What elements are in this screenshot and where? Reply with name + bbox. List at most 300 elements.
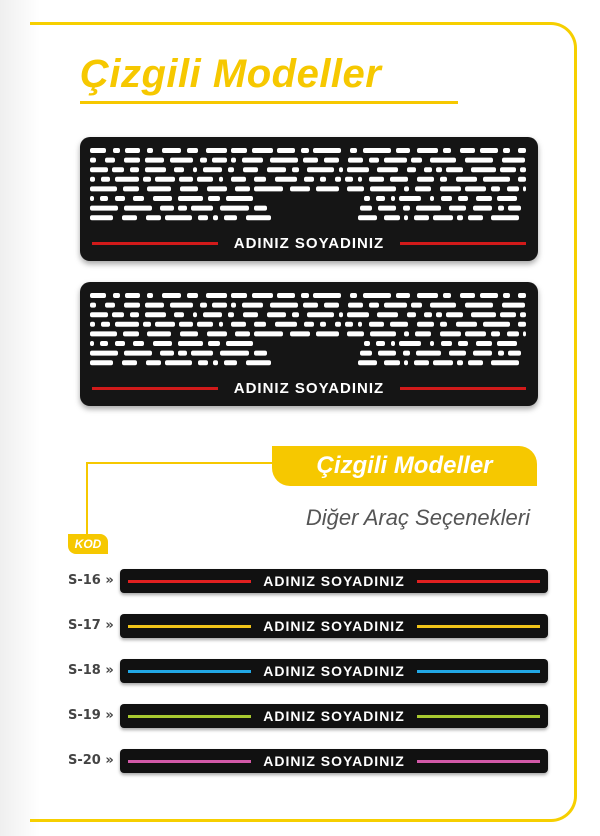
- cutout-slot: [360, 206, 372, 211]
- cutout-slot: [523, 186, 526, 191]
- cutout-slot: [363, 293, 391, 298]
- cutout-slot: [277, 293, 295, 298]
- cutout-slot: [399, 341, 421, 346]
- cutout-slot: [193, 312, 197, 317]
- connector-line-horizontal: [86, 462, 278, 464]
- cutout-slot: [446, 167, 463, 172]
- cutout-slot: [483, 177, 510, 182]
- cutout-slot: [460, 293, 475, 298]
- variant-code: S-20 »: [68, 753, 114, 768]
- cutout-slot: [220, 206, 249, 211]
- cutout-slot: [520, 167, 526, 172]
- cutout-slot: [187, 293, 198, 298]
- cutout-slot: [220, 351, 249, 356]
- page-title: Çizgili Modeller: [80, 52, 382, 96]
- cutout-slot: [476, 341, 492, 346]
- cutout-slot: [231, 293, 247, 298]
- cutout-slot: [90, 186, 117, 191]
- cutout-slot: [193, 167, 197, 172]
- cutout-slot: [465, 331, 486, 336]
- cutout-slot: [90, 206, 118, 211]
- cutout-slot: [292, 167, 299, 172]
- cutout-slot: [465, 186, 486, 191]
- stripe-line-right: [400, 242, 526, 245]
- cutout-slot: [369, 177, 384, 182]
- cutout-slot: [411, 303, 422, 308]
- cutout-slot: [226, 341, 253, 346]
- cutout-slot: [178, 351, 187, 356]
- cutout-slot: [301, 148, 309, 153]
- cutout-slot: [500, 312, 516, 317]
- cutout-slot: [100, 196, 108, 201]
- cutout-slot: [147, 293, 153, 298]
- cutout-slot: [507, 331, 519, 336]
- cutout-slot: [90, 360, 113, 365]
- cutout-slot: [191, 351, 213, 356]
- cutout-slot: [212, 303, 227, 308]
- cutout-slot: [508, 351, 521, 356]
- cutout-slot: [275, 177, 297, 182]
- center-mount: [276, 338, 342, 372]
- cutout-slot: [520, 312, 526, 317]
- cutout-slot: [231, 177, 246, 182]
- cutout-slot: [384, 360, 400, 365]
- stripe-line-left: [128, 625, 251, 628]
- cutout-slot: [433, 215, 453, 220]
- connector-line-vertical: [86, 462, 88, 534]
- variant-code: S-17 »: [68, 618, 114, 633]
- cutout-slot: [436, 312, 442, 317]
- cutout-slot: [270, 158, 298, 163]
- cutout-slot: [523, 331, 526, 336]
- cutout-slot: [147, 148, 153, 153]
- cutout-slot: [324, 303, 339, 308]
- cutout-slot: [369, 322, 384, 327]
- cutout-slot: [316, 331, 339, 336]
- cutout-slot: [335, 177, 341, 182]
- cutout-slot: [473, 351, 492, 356]
- plate-strip: [88, 376, 530, 400]
- cutout-slot: [200, 303, 207, 308]
- cutout-slot: [414, 215, 429, 220]
- cutout-slot: [313, 293, 341, 298]
- stripe-line-right: [417, 760, 540, 763]
- section-label-text: Çizgili Modeller: [316, 452, 493, 479]
- variant-name-text: ADINIZ SOYADINIZ: [263, 573, 405, 589]
- cutout-slot: [416, 351, 441, 356]
- variant-code: S-19 »: [68, 708, 114, 723]
- cutout-slot: [480, 293, 498, 298]
- cutout-slot: [165, 215, 192, 220]
- cutout-slot: [443, 293, 451, 298]
- cutout-slot: [358, 177, 362, 182]
- cutout-slot: [219, 177, 223, 182]
- cutout-slot: [457, 360, 463, 365]
- cutout-slot: [123, 331, 139, 336]
- cutout-slot: [417, 177, 434, 182]
- cutout-slot: [101, 322, 110, 327]
- cutout-slot: [179, 322, 193, 327]
- cutout-slot: [347, 167, 369, 172]
- stripe-line-left: [92, 242, 218, 245]
- variant-name-text: ADINIZ SOYADINIZ: [263, 753, 405, 769]
- cutout-slot: [415, 331, 431, 336]
- cutout-slot: [473, 206, 492, 211]
- cutout-slot: [491, 360, 519, 365]
- variant-strip: [120, 569, 548, 593]
- cutout-slot: [348, 158, 363, 163]
- cutout-slot: [252, 148, 273, 153]
- cutout-slot: [90, 148, 106, 153]
- cutout-slot: [458, 341, 468, 346]
- cutout-slot: [180, 331, 198, 336]
- cutout-slot: [377, 312, 398, 317]
- cutout-slot: [252, 293, 273, 298]
- cutout-slot: [270, 303, 298, 308]
- cutout-slot: [90, 341, 94, 346]
- cutout-slot: [145, 167, 166, 172]
- cutout-slot: [456, 322, 477, 327]
- cutout-slot: [235, 186, 250, 191]
- cutout-slot: [404, 360, 408, 365]
- cutout-slot: [113, 148, 120, 153]
- cutout-slot: [339, 312, 343, 317]
- cutout-slot: [476, 196, 492, 201]
- plate-name-text: ADINIZ SOYADINIZ: [233, 234, 385, 252]
- cutout-slot: [483, 322, 510, 327]
- cutout-slot: [146, 215, 161, 220]
- cutout-slot: [424, 167, 432, 172]
- cutout-slot: [105, 158, 115, 163]
- cutout-slot: [105, 303, 115, 308]
- cutout-slot: [440, 322, 447, 327]
- cutout-slot: [228, 167, 234, 172]
- cutout-slot: [502, 303, 525, 308]
- cutout-slot: [497, 196, 517, 201]
- cutout-slot: [417, 148, 438, 153]
- variant-strip: [120, 614, 548, 638]
- cutout-slot: [417, 293, 438, 298]
- cutout-slot: [254, 331, 283, 336]
- cutout-slot: [267, 312, 286, 317]
- cutout-slot: [197, 322, 213, 327]
- stripe-line-right: [417, 625, 540, 628]
- cutout-slot: [339, 167, 343, 172]
- cutout-slot: [90, 331, 117, 336]
- cutout-slot: [384, 303, 407, 308]
- cutout-slot: [498, 351, 504, 356]
- cutout-slot: [90, 167, 108, 172]
- cutout-slot: [345, 322, 353, 327]
- cutout-slot: [224, 215, 237, 220]
- plate-cutout-pattern: [88, 145, 530, 227]
- cutout-slot: [320, 177, 326, 182]
- cutout-slot: [162, 148, 181, 153]
- cutout-slot: [130, 167, 139, 172]
- cutout-slot: [290, 186, 310, 191]
- plate-frame-2: [80, 282, 538, 406]
- cutout-slot: [364, 196, 370, 201]
- cutout-slot: [417, 322, 434, 327]
- cutout-slot: [219, 322, 223, 327]
- cutout-slot: [174, 312, 184, 317]
- cutout-slot: [277, 148, 295, 153]
- cutout-slot: [90, 293, 106, 298]
- cutout-slot: [203, 312, 222, 317]
- cutout-slot: [301, 293, 309, 298]
- cutout-slot: [303, 158, 318, 163]
- cutout-slot: [243, 312, 258, 317]
- cutout-slot: [391, 196, 395, 201]
- kod-badge: KOD: [68, 534, 108, 554]
- variant-row: [68, 704, 548, 730]
- cutout-slot: [465, 158, 493, 163]
- cutout-slot: [90, 196, 94, 201]
- cutout-slot: [491, 331, 500, 336]
- cutout-slot: [206, 293, 227, 298]
- cutout-slot: [231, 322, 246, 327]
- cutout-slot: [347, 331, 364, 336]
- cutout-slot: [497, 341, 517, 346]
- variant-code: S-16 »: [68, 573, 114, 588]
- cutout-slot: [407, 312, 416, 317]
- cutout-slot: [203, 167, 222, 172]
- cutout-slot: [468, 360, 483, 365]
- cutout-slot: [115, 322, 139, 327]
- cutout-slot: [113, 293, 120, 298]
- cutout-slot: [491, 186, 500, 191]
- cutout-slot: [90, 312, 108, 317]
- cutout-slot: [502, 158, 525, 163]
- stripe-line-left: [128, 580, 251, 583]
- cutout-slot: [416, 206, 441, 211]
- cutout-slot: [122, 215, 137, 220]
- cutout-slot: [378, 351, 396, 356]
- stripe-line-right: [417, 670, 540, 673]
- cutout-slot: [508, 206, 521, 211]
- cutout-slot: [208, 196, 220, 201]
- cutout-slot: [335, 322, 341, 327]
- cutout-slot: [440, 177, 447, 182]
- cutout-slot: [378, 206, 396, 211]
- section-label: [272, 446, 537, 486]
- cutout-slot: [290, 331, 310, 336]
- cutout-slot: [124, 158, 140, 163]
- cutout-slot: [100, 341, 108, 346]
- cutout-slot: [480, 148, 498, 153]
- variant-code: S-18 »: [68, 663, 114, 678]
- cutout-slot: [491, 215, 519, 220]
- cutout-slot: [254, 206, 267, 211]
- cutout-slot: [231, 148, 247, 153]
- cutout-slot: [443, 148, 451, 153]
- stripe-line-left: [128, 760, 251, 763]
- cutout-slot: [124, 206, 152, 211]
- cutout-slot: [403, 351, 410, 356]
- cutout-slot: [313, 148, 341, 153]
- cutout-slot: [376, 196, 385, 201]
- cutout-slot: [460, 148, 475, 153]
- cutout-slot: [254, 351, 267, 356]
- cutout-slot: [90, 215, 113, 220]
- cutout-slot: [369, 303, 379, 308]
- cutout-slot: [115, 177, 139, 182]
- cutout-slot: [503, 148, 510, 153]
- cutout-slot: [456, 177, 477, 182]
- cutout-slot: [174, 167, 184, 172]
- plate-frame-1: [80, 137, 538, 261]
- cutout-slot: [115, 341, 125, 346]
- cutout-slot: [155, 177, 175, 182]
- cutout-slot: [441, 341, 452, 346]
- stripe-line-left: [92, 387, 218, 390]
- cutout-slot: [143, 322, 151, 327]
- cutout-slot: [370, 186, 396, 191]
- cutout-slot: [358, 360, 377, 365]
- cutout-slot: [370, 331, 396, 336]
- cutout-slot: [198, 360, 208, 365]
- cutout-slot: [231, 303, 236, 308]
- cutout-slot: [246, 360, 271, 365]
- cutout-slot: [170, 303, 193, 308]
- cutout-slot: [440, 331, 461, 336]
- cutout-slot: [507, 186, 519, 191]
- cutout-slot: [228, 312, 234, 317]
- cutout-slot: [307, 167, 334, 172]
- cutout-slot: [246, 215, 271, 220]
- cutout-slot: [235, 331, 250, 336]
- plate-cutout-pattern: [88, 290, 530, 372]
- cutout-slot: [518, 148, 526, 153]
- cutout-slot: [449, 351, 466, 356]
- cutout-slot: [457, 215, 463, 220]
- section-subtitle: Diğer Araç Seçenekleri: [305, 505, 530, 530]
- stripe-line-right: [417, 580, 540, 583]
- cutout-slot: [396, 148, 410, 153]
- cutout-slot: [243, 167, 258, 172]
- cutout-slot: [391, 341, 395, 346]
- cutout-slot: [226, 196, 253, 201]
- cutout-slot: [143, 177, 151, 182]
- center-mount: [276, 193, 342, 227]
- cutout-slot: [191, 206, 213, 211]
- cutout-slot: [320, 322, 326, 327]
- cutout-slot: [165, 360, 192, 365]
- cutout-slot: [145, 312, 166, 317]
- cutout-slot: [90, 322, 95, 327]
- cutout-slot: [384, 158, 407, 163]
- variant-strip: [120, 704, 548, 728]
- cutout-slot: [430, 341, 434, 346]
- plate-name-text: ADINIZ SOYADINIZ: [233, 379, 385, 397]
- cutout-slot: [133, 196, 144, 201]
- cutout-slot: [377, 167, 398, 172]
- cutout-slot: [430, 303, 456, 308]
- cutout-slot: [518, 177, 526, 182]
- cutout-slot: [146, 360, 161, 365]
- variant-name-text: ADINIZ SOYADINIZ: [263, 708, 405, 724]
- cutout-slot: [124, 303, 140, 308]
- cutout-slot: [254, 322, 266, 327]
- cutout-slot: [403, 206, 410, 211]
- cutout-slot: [518, 322, 526, 327]
- cutout-slot: [347, 312, 369, 317]
- cutout-slot: [498, 206, 504, 211]
- cutout-slot: [90, 351, 118, 356]
- cutout-slot: [123, 186, 139, 191]
- cutout-slot: [180, 186, 198, 191]
- cutout-slot: [213, 215, 218, 220]
- title-underline: [80, 101, 458, 104]
- cutout-slot: [303, 303, 318, 308]
- cutout-slot: [178, 341, 203, 346]
- cutout-slot: [213, 360, 218, 365]
- cutout-slot: [430, 158, 456, 163]
- cutout-slot: [292, 312, 299, 317]
- cutout-slot: [404, 331, 409, 336]
- cutout-slot: [316, 186, 339, 191]
- cutout-slot: [430, 196, 434, 201]
- cutout-slot: [390, 177, 408, 182]
- cutout-slot: [458, 196, 468, 201]
- cutout-slot: [101, 177, 110, 182]
- cutout-slot: [208, 341, 220, 346]
- stripe-line-right: [417, 715, 540, 718]
- cutout-slot: [433, 360, 453, 365]
- cutout-slot: [200, 158, 207, 163]
- cutout-slot: [112, 167, 124, 172]
- cutout-slot: [350, 293, 357, 298]
- cutout-slot: [384, 215, 400, 220]
- variant-row: [68, 614, 548, 640]
- cutout-slot: [307, 312, 334, 317]
- variant-row: [68, 749, 548, 775]
- cutout-slot: [446, 312, 463, 317]
- cutout-slot: [90, 158, 96, 163]
- cutout-slot: [304, 322, 314, 327]
- variant-row: [68, 659, 548, 685]
- variant-strip: [120, 749, 548, 773]
- cutout-slot: [465, 303, 493, 308]
- cutout-slot: [350, 148, 357, 153]
- cutout-slot: [390, 322, 408, 327]
- variant-name-text: ADINIZ SOYADINIZ: [263, 663, 405, 679]
- cutout-slot: [115, 196, 125, 201]
- cutout-slot: [347, 186, 364, 191]
- plate-strip: [88, 231, 530, 255]
- cutout-slot: [90, 303, 96, 308]
- cutout-slot: [503, 293, 510, 298]
- variant-name-text: ADINIZ SOYADINIZ: [263, 618, 405, 634]
- cutout-slot: [345, 177, 353, 182]
- cutout-slot: [242, 303, 263, 308]
- cutout-slot: [160, 206, 174, 211]
- cutout-slot: [124, 351, 152, 356]
- cutout-slot: [231, 158, 236, 163]
- cutout-slot: [147, 331, 171, 336]
- cutout-slot: [224, 360, 237, 365]
- cutout-slot: [358, 322, 362, 327]
- cutout-slot: [212, 158, 227, 163]
- cutout-slot: [147, 186, 171, 191]
- cutout-slot: [471, 167, 496, 172]
- cutout-slot: [178, 206, 187, 211]
- cutout-slot: [304, 177, 314, 182]
- cutout-slot: [130, 312, 139, 317]
- cutout-slot: [207, 186, 227, 191]
- cutout-slot: [376, 341, 385, 346]
- cutout-slot: [275, 322, 297, 327]
